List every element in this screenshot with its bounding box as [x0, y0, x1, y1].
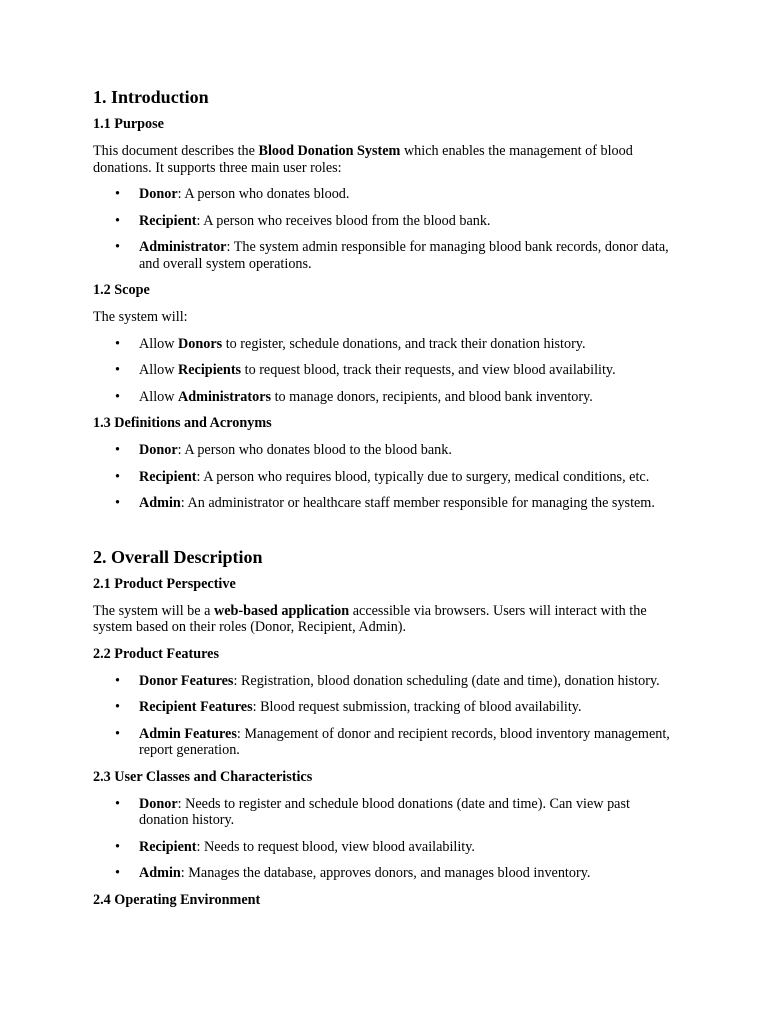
bullet-icon: •: [115, 699, 120, 715]
list-item: • Administrator: The system admin responsible for managing blood bank records, donor data, and overall system operations.: [115, 239, 669, 272]
list-item: • Donor Features: Registration, blood donation scheduling (date and time), donation history.: [115, 672, 660, 689]
subsection-heading-operating-environment: 2.4 Operating Environment: [93, 891, 261, 908]
bullet-icon: •: [115, 495, 120, 511]
bullet-icon: •: [115, 335, 120, 352]
list-item: • Allow Donors to register, schedule donations, and track their donation history.: [115, 335, 586, 352]
list-item: • Recipient: A person who requires blood, typically due to surgery, medical conditions, etc.: [115, 468, 650, 485]
bullet-icon: •: [115, 362, 120, 378]
product-perspective-paragraph: The system will be a web-based application accessible via browsers. Users will interact with the system based on their roles (Donor, Recipient, Admin).: [93, 602, 647, 635]
bullet-icon: •: [115, 725, 120, 742]
subsection-heading-scope: 1.2 Scope: [93, 282, 150, 298]
list-item: • Recipient: A person who receives blood from the blood bank.: [115, 212, 491, 229]
subsection-heading-purpose: 1.1 Purpose: [93, 116, 164, 132]
list-item: • Admin: An administrator or healthcare staff member responsible for managing the system.: [115, 495, 655, 511]
subsection-heading-product-features: 2.2 Product Features: [93, 645, 219, 662]
bullet-icon: •: [115, 838, 120, 855]
list-item: • Admin: Manages the database, approves donors, and manages blood inventory.: [115, 865, 591, 881]
list-item: • Allow Recipients to request blood, track their requests, and view blood availability.: [115, 362, 616, 378]
product-features-list: [93, 673, 683, 759]
user-roles-list: [93, 186, 683, 272]
scope-list: [93, 336, 683, 406]
list-item: • Donor: Needs to register and schedule blood donations (date and time). Can view past donation history.: [115, 795, 630, 828]
bullet-icon: •: [115, 865, 120, 881]
subsection-heading-product-perspective: 2.1 Product Perspective: [93, 575, 236, 592]
bullet-icon: •: [115, 795, 120, 812]
purpose-paragraph: This document describes the Blood Donation System which enables the management of blood donations. It supports three main user roles:: [93, 143, 633, 176]
bullet-icon: •: [115, 388, 120, 405]
list-item: • Recipient: Needs to request blood, view blood availability.: [115, 838, 475, 855]
section-heading-introduction: 1. Introduction: [93, 87, 209, 107]
user-classes-list: [93, 796, 683, 882]
list-item: • Recipient Features: Blood request submission, tracking of blood availability.: [115, 699, 582, 715]
bullet-icon: •: [115, 442, 120, 458]
bullet-icon: •: [115, 186, 120, 202]
list-item: • Donor: A person who donates blood.: [115, 186, 350, 202]
document-page: [93, 86, 683, 919]
bullet-icon: •: [115, 672, 120, 689]
list-item: • Donor: A person who donates blood to the blood bank.: [115, 442, 452, 458]
list-item: • Admin Features: Management of donor and recipient records, blood inventory management, report generation.: [115, 725, 670, 758]
bullet-icon: •: [115, 468, 120, 485]
subsection-heading-definitions: 1.3 Definitions and Acronyms: [93, 415, 272, 431]
bullet-icon: •: [115, 239, 120, 255]
scope-intro: The system will:: [93, 309, 188, 325]
subsection-heading-user-classes: 2.3 User Classes and Characteristics: [93, 768, 313, 785]
definitions-list: [93, 442, 683, 512]
bullet-icon: •: [115, 212, 120, 229]
section-heading-overall-description: 2. Overall Description: [93, 546, 263, 567]
list-item: • Allow Administrators to manage donors, recipients, and blood bank inventory.: [115, 388, 593, 405]
